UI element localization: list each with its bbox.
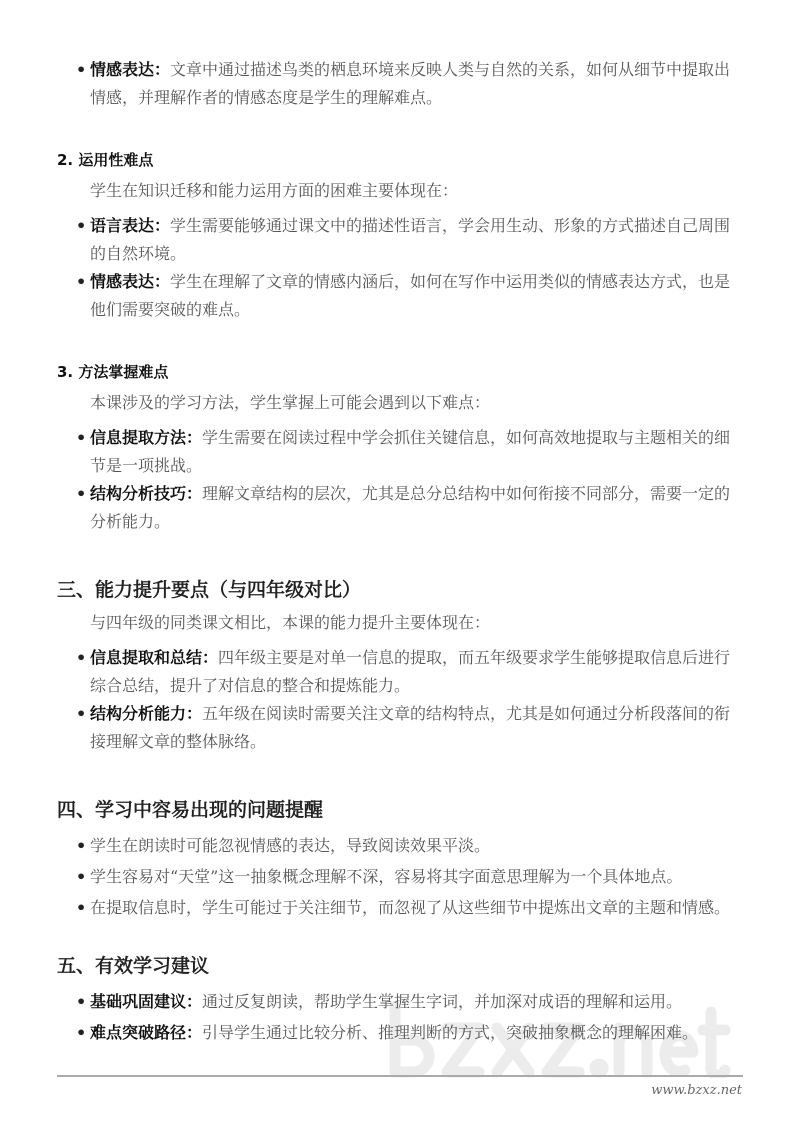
- section-heading: 四、学习中容易出现的问题提醒: [57, 799, 324, 821]
- bullet-icon: •: [76, 60, 87, 79]
- list-item: • 结构分析能力：五年级在阅读时需要关注文章的结构特点，尤其是如何通过分析段落间的衔接理解文章的整体脉络。: [90, 700, 740, 756]
- list-item: • 结构分析技巧：理解文章结构的层次，尤其是总分总结构中如何衔接不同部分，需要一定的分析能力。: [90, 480, 740, 536]
- list-item: • 基础巩固建议：通过反复朗读，帮助学生掌握生字词，并加深对成语的理解和运用。: [90, 988, 740, 1016]
- list-item: • 情感表达：文章中通过描述鸟类的栖息环境来反映人类与自然的关系，如何从细节中提取出情感，并理解作者的情感态度是学生的理解难点。: [90, 56, 740, 112]
- intro-text: 学生在知识迁移和能力运用方面的困难主要体现在：: [90, 181, 459, 200]
- list-item: • 在提取信息时，学生可能过于关注细节，而忽视了从这些细节中提炼出文章的主题和情感。: [90, 894, 740, 922]
- section-heading: 五、有效学习建议: [57, 955, 210, 977]
- list-item: • 难点突破路径：引导学生通过比较分析、推理判断的方式，突破抽象概念的理解困难。: [90, 1019, 740, 1047]
- bullet-icon: •: [76, 648, 87, 667]
- bullet-icon: •: [76, 216, 87, 235]
- subsection-title: 2. 运用性难点: [57, 151, 154, 169]
- bullet-icon: •: [76, 272, 87, 291]
- section-heading: 三、能力提升要点（与四年级对比）: [57, 579, 362, 601]
- list-item: • 语言表达：学生需要能够通过课文中的描述性语言，学会用生动、形象的方式描述自己周围的自然环境。: [90, 212, 740, 268]
- list-item: • 学生在朗读时可能忽视情感的表达，导致阅读效果平淡。: [90, 832, 740, 860]
- bullet-icon: •: [76, 1023, 87, 1042]
- list-item: • 信息提取和总结：四年级主要是对单一信息的提取，而五年级要求学生能够提取信息后进行综合总结，提升了对信息的整合和提炼能力。: [90, 644, 740, 700]
- bullet-icon: •: [76, 484, 87, 503]
- bullet-icon: •: [76, 898, 87, 917]
- footer-url: www.bzxz.net: [651, 1083, 742, 1098]
- intro-text: 本课涉及的学习方法，学生掌握上可能会遇到以下难点：: [90, 393, 491, 412]
- subsection-title: 3. 方法掌握难点: [57, 363, 169, 381]
- bullet-icon: •: [76, 836, 87, 855]
- list-item: • 情感表达：学生在理解了文章的情感内涵后，如何在写作中运用类似的情感表达方式，也是他们需要突破的难点。: [90, 268, 740, 324]
- bullet-icon: •: [76, 704, 87, 723]
- footer-divider: [57, 1075, 743, 1077]
- list-item: • 信息提取方法：学生需要在阅读过程中学会抓住关键信息，如何高效地提取与主题相关的细节是一项挑战。: [90, 424, 740, 480]
- list-item: • 学生容易对“天堂”这一抽象概念理解不深，容易将其字面意思理解为一个具体地点。: [90, 863, 740, 891]
- intro-text: 与四年级的同类课文相比，本课的能力提升主要体现在：: [90, 613, 491, 632]
- bullet-icon: •: [76, 992, 87, 1011]
- bullet-icon: •: [76, 428, 87, 447]
- bullet-icon: •: [76, 867, 87, 886]
